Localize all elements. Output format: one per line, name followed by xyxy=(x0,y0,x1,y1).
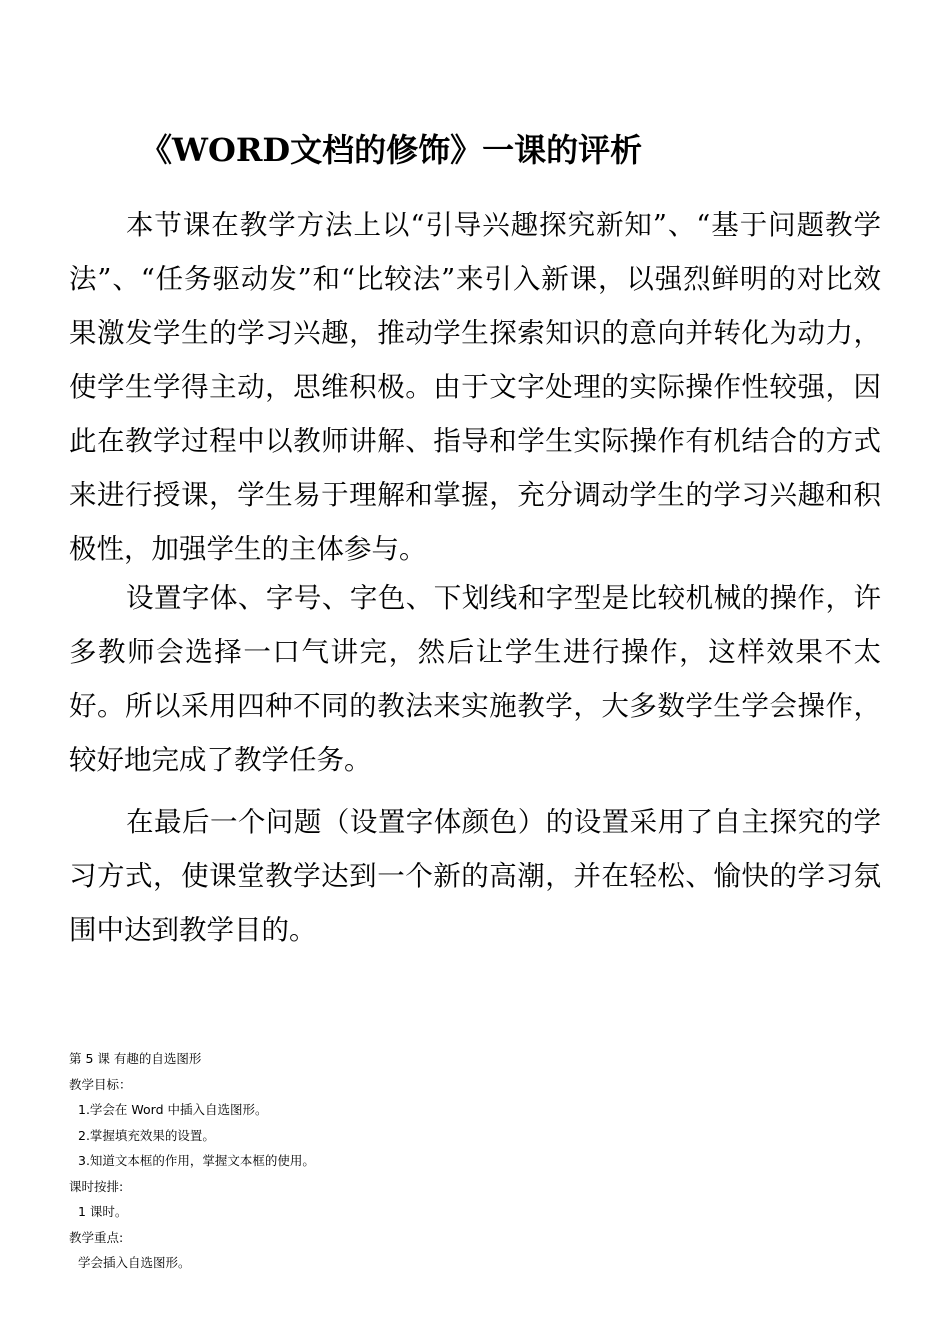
focus-value: 学会插入自选图形。 xyxy=(78,1255,191,1270)
objectives-label: 教学目标： xyxy=(69,1076,132,1092)
paragraph-2: 设置字体、字号、字色、下划线和字型是比较机械的操作，许多教师会选择一口气讲完，然后让学生进行操作，这样效果不太好。所以采用四种不同的教法来实施教学，大多数学生学会操作，较好地完成了教学任务。 xyxy=(69,582,881,776)
lesson-notes xyxy=(69,1046,315,1276)
objective-item: 3.知道文本框的作用，掌握文本框的使用。 xyxy=(78,1153,315,1168)
schedule-value: 1 课时。 xyxy=(78,1204,128,1219)
schedule-label: 课时按排: xyxy=(69,1178,124,1194)
document-title: 《WORD文档的修饰》一课的评析 xyxy=(140,131,643,169)
paragraph-1: 本节课在教学方法上以“引导兴趣探究新知”、“基于问题教学法”、“任务驱动发”和“比较法”来引入新课，以强烈鲜明的对比效果激发学生的学习兴趣，推动学生探索知识的意向并转化为动力，使学生学得主动，思维积极。由于文字处理的实际操作性较强，因此在教学过程中以教师讲解、指导和学生实际操作有机结合的方式来进行授课，学生易于理解和掌握，充分调动学生的学习兴趣和积极性，加强学生的主体参与。 xyxy=(69,209,881,565)
objective-item: 1.学会在 Word 中插入自选图形。 xyxy=(78,1102,268,1117)
objective-item: 2.掌握填充效果的设置。 xyxy=(78,1127,215,1143)
focus-label: 教学重点: xyxy=(69,1229,124,1245)
lesson-heading: 第 5 课 有趣的自选图形 xyxy=(69,1051,202,1066)
paragraph-3: 在最后一个问题（设置字体颜色）的设置采用了自主探究的学习方式，使课堂教学达到一个新的高潮，并在轻松、愉快的学习氛围中达到教学目的。 xyxy=(69,806,881,946)
